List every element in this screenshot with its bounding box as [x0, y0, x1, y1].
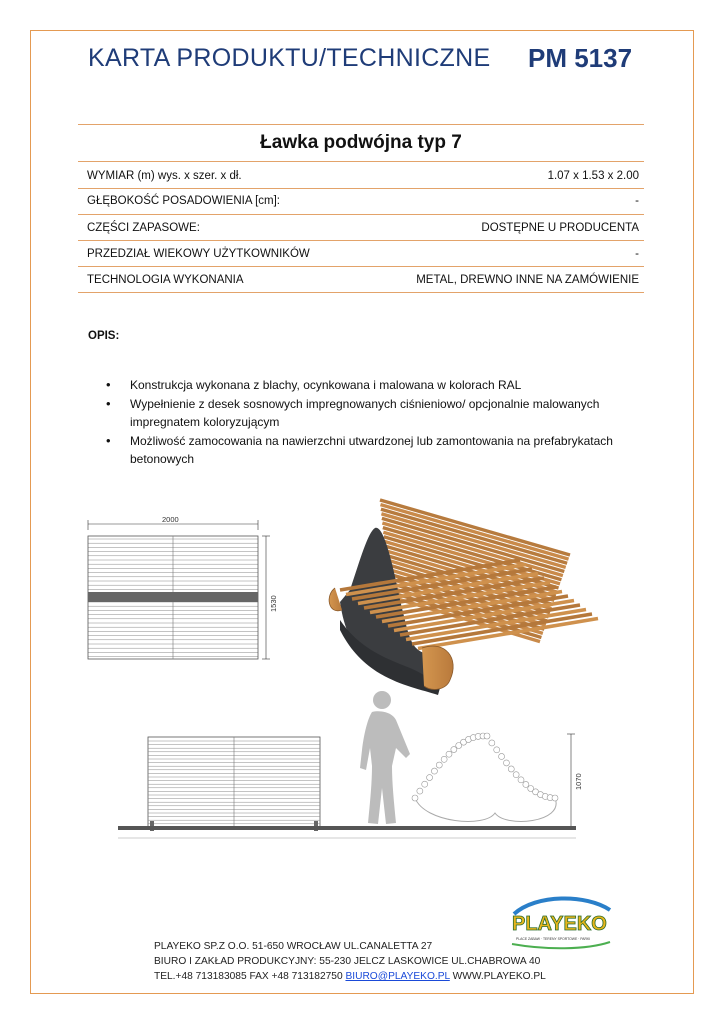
list-item: • Możliwość zamocowania na nawierzchni utwardzonej lub zamontowania na prefabrykatach betonowych	[88, 432, 648, 468]
spec-value-depth: -	[635, 195, 639, 207]
divider	[78, 124, 644, 125]
slat-section	[508, 766, 514, 772]
spec-value-age: -	[635, 248, 639, 260]
divider	[78, 266, 644, 267]
list-item: • Konstrukcja wykonana z blachy, ocynkowana i malowana w kolorach RAL	[88, 376, 648, 394]
slat-section	[489, 740, 495, 746]
slat-section	[422, 781, 428, 787]
slat-section	[412, 795, 418, 801]
footer	[154, 939, 546, 984]
slat-section	[431, 768, 437, 774]
description-heading: OPIS:	[88, 330, 120, 342]
slat-section	[518, 777, 524, 783]
footer-phone-fax: TEL.+48 713183085 FAX +48 713182750	[154, 971, 346, 982]
slat-section	[499, 753, 505, 759]
logo-wordmark: PLAYEKO	[512, 913, 607, 935]
bench-illustration	[320, 490, 640, 705]
slat-section	[484, 733, 490, 739]
divider	[78, 292, 644, 293]
slat-section	[446, 751, 452, 757]
slat-section	[436, 762, 442, 768]
divider	[78, 214, 644, 215]
spec-value-parts: DOSTĘPNE U PRODUCENTA	[481, 222, 639, 234]
spec-value-dimensions: 1.07 x 1.53 x 2.00	[547, 170, 639, 182]
spec-label-age: PRZEDZIAŁ WIEKOWY UŻYTKOWNIKÓW	[87, 248, 310, 260]
slat-section	[441, 756, 447, 762]
divider	[78, 188, 644, 189]
spec-label-parts: CZĘŚCI ZAPASOWE:	[87, 222, 200, 234]
slat-section	[552, 795, 558, 801]
footer-line-production: BIURO I ZAKŁAD PRODUKCYJNY: 55-230 JELCZ LASKOWICE UL.CHABROWA 40	[154, 956, 541, 967]
dimension-height: 1070	[574, 773, 583, 790]
slat-section	[451, 747, 457, 753]
email-link[interactable]: BIURO@PLAYEKO.PL	[345, 971, 450, 982]
page-title: KARTA PRODUKTU/TECHNICZNE	[88, 44, 491, 72]
divider	[78, 161, 644, 162]
product-name: Ławka podwójna typ 7	[260, 132, 462, 153]
slat-section	[494, 747, 500, 753]
product-code: PM 5137	[528, 43, 633, 73]
side-view-drawing	[405, 728, 585, 838]
description-list	[88, 376, 648, 469]
slat-section	[523, 781, 529, 787]
spec-label-dimensions: WYMIAR (m) wys. x szer. x dł.	[87, 170, 242, 182]
slat-section	[503, 760, 509, 766]
spec-label-depth: GŁĘBOKOŚĆ POSADOWIENIA [cm]:	[87, 195, 280, 207]
slat-section	[427, 775, 433, 781]
spec-value-technology: METAL, DREWNO INNE NA ZAMÓWIENIE	[416, 274, 639, 286]
divider	[78, 240, 644, 241]
slat-section	[417, 788, 423, 794]
footer-line-contact	[154, 969, 546, 984]
ground-line	[118, 826, 578, 846]
spec-label-technology: TECHNOLOGIA WYKONANIA	[87, 274, 244, 286]
footer-line-address: PLAYEKO SP.Z O.O. 51-650 WROCŁAW UL.CANALETTA 27	[154, 941, 433, 952]
top-view-drawing	[80, 514, 280, 664]
dimension-depth: 1530	[269, 595, 278, 612]
list-item: • Wypełnienie z desek sosnowych impregnowanych ciśnieniowo/ opcjonalnie malowanych impregnatem koloryzującym	[88, 395, 648, 431]
footer-website: WWW.PLAYEKO.PL	[449, 971, 546, 982]
dimension-width: 2000	[162, 515, 179, 524]
slat-section	[513, 772, 519, 778]
logo-tagline: PLACE ZABAW · TERENY SPORTOWE · PARKI	[516, 937, 591, 941]
